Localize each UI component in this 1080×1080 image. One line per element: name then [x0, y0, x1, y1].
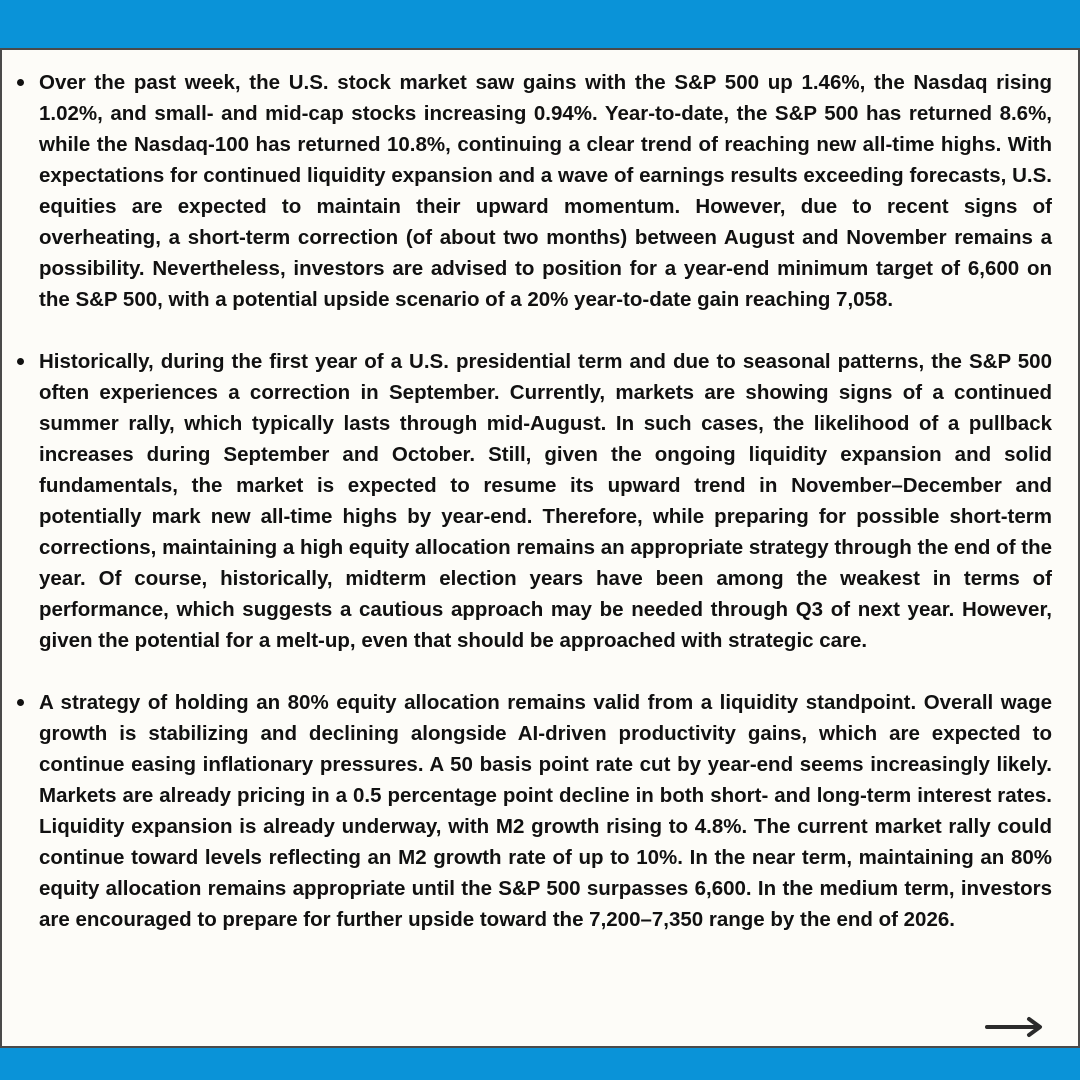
list-item	[2, 687, 1078, 935]
bullet-dot-icon	[17, 79, 24, 86]
right-arrow-icon[interactable]	[984, 1016, 1046, 1038]
bullet-dot-icon	[17, 358, 24, 365]
top-frame-band	[0, 0, 1080, 48]
list-item	[2, 67, 1078, 315]
bullet-list	[2, 67, 1078, 966]
bullet-text: Historically, during the first year of a U.S. presidential term and due to seasonal patterns, the S&P 500 often experiences a correction in September. Currently, markets are showing signs of a continued summer rally, which typically lasts through mid-August. In such cases, the likelihood of a pullback increases during September and October. Still, given the ongoing liquidity expansion and solid fundamentals, the market is expected to resume its upward trend in November–December and potentially mark new all-time highs by year-end. Therefore, while preparing for possible short-term corrections, maintaining a high equity allocation remains an appropriate strategy through the end of the year. Of course, historically, midterm election years have been among the weakest in terms of performance, which suggests a cautious approach may be needed through Q3 of next year. However, given the potential for a melt-up, even that should be approached with strategic care.	[39, 350, 1052, 652]
bullet-text: A strategy of holding an 80% equity allocation remains valid from a liquidity standpoint. Overall wage growth is stabilizing and declining alongside AI-driven productivity gains, which are expected to continue easing inflationary pressures. A 50 basis point rate cut by year-end seems increasingly likely. Markets are already pricing in a 0.5 percentage point decline in both short- and long-term interest rates. Liquidity expansion is already underway, with M2 growth rising to 4.8%. The current market rally could continue toward levels reflecting an M2 growth rate of up to 10%. In the near term, maintaining an 80% equity allocation remains appropriate until the S&P 500 surpasses 6,600. In the medium term, investors are encouraged to prepare for further upside toward the 7,200–7,350 range by the end of 2026.	[39, 691, 1052, 931]
bullet-dot-icon	[17, 699, 24, 706]
content-panel	[0, 48, 1080, 1048]
bullet-text: Over the past week, the U.S. stock market saw gains with the S&P 500 up 1.46%, the Nasdaq rising 1.02%, and small- and mid-cap stocks increasing 0.94%. Year-to-date, the S&P 500 has returned 8.6%, while the Nasdaq-100 has returned 10.8%, continuing a clear trend of reaching new all-time highs. With expectations for continued liquidity expansion and a wave of earnings results exceeding forecasts, U.S. equities are expected to maintain their upward momentum. However, due to recent signs of overheating, a short-term correction (of about two months) between August and November remains a possibility. Nevertheless, investors are advised to position for a year-end minimum target of 6,600 on the S&P 500, with a potential upside scenario of a 20% year-to-date gain reaching 7,058.	[39, 71, 1052, 311]
bottom-frame-band	[0, 1048, 1080, 1080]
list-item	[2, 346, 1078, 656]
